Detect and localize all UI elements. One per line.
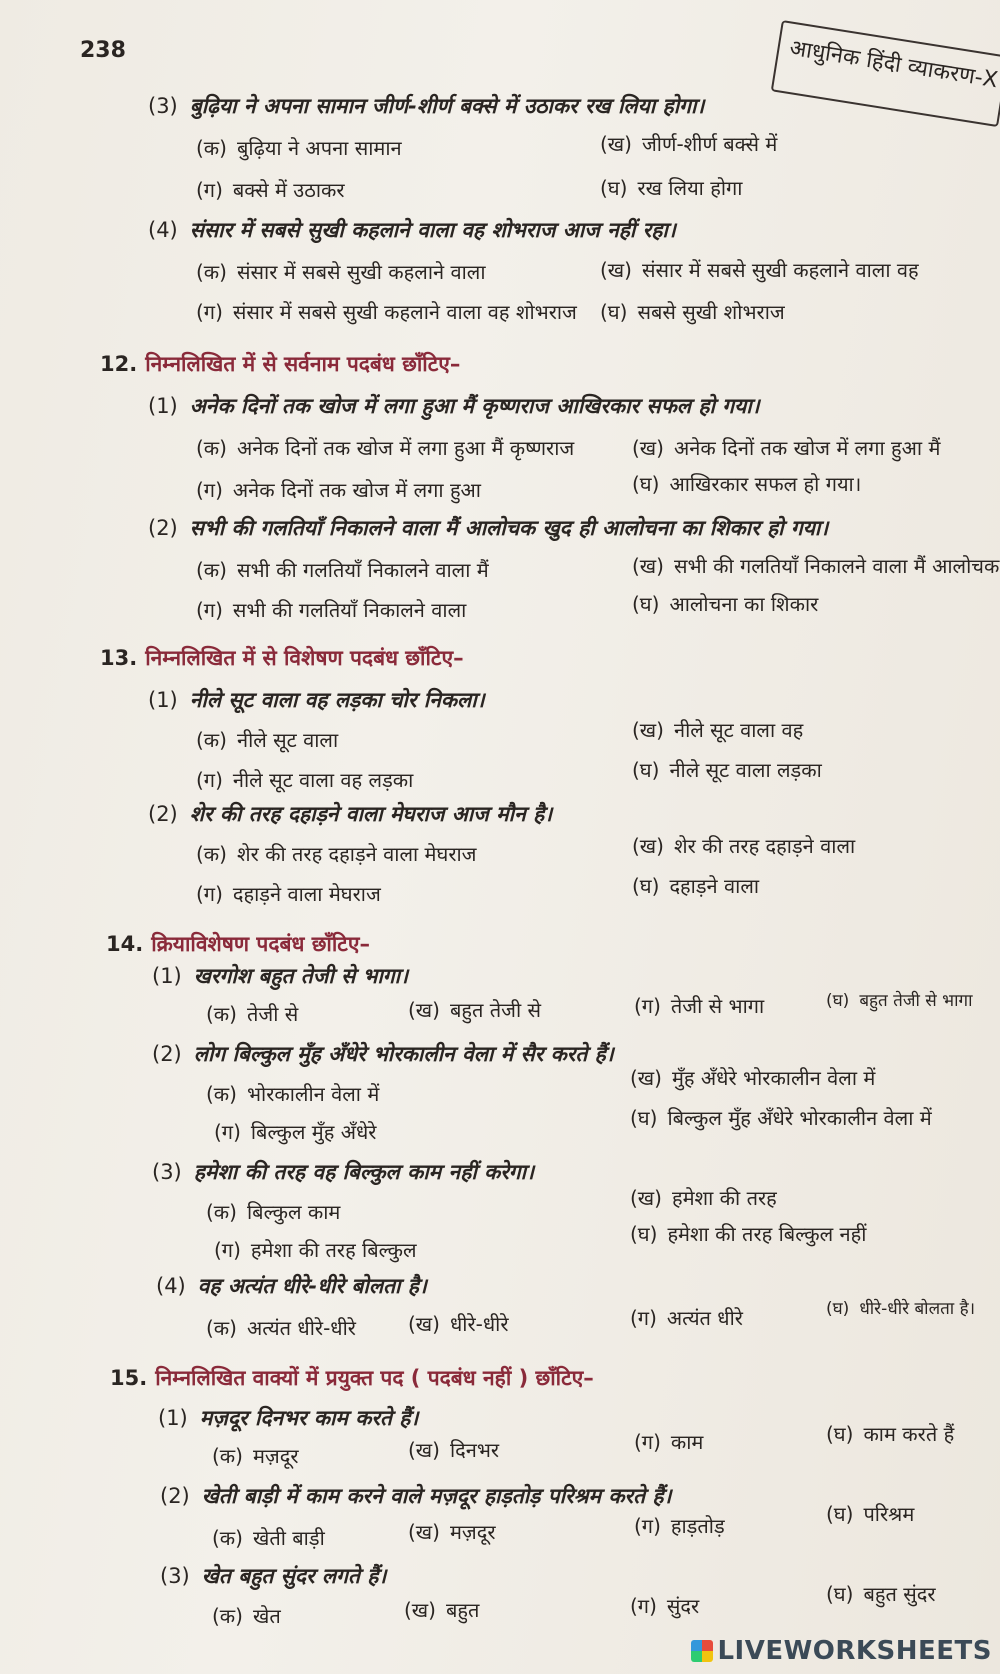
q14-item4-option-ka[interactable]: (क) अत्यंत धीरे-धीरे (206, 1316, 356, 1340)
q12-item1-sentence: (1) अनेक दिनों तक खोज में लगा हुआ मैं कृष्णराज आखिरकार सफल हो गया। (148, 394, 760, 418)
q12-item1-option-gha[interactable]: (घ) आखिरकार सफल हो गया। (632, 472, 862, 496)
q12-item1-option-kha[interactable]: (ख) अनेक दिनों तक खोज में लगा हुआ मैं (632, 436, 941, 460)
q15-item2-option-gha[interactable]: (घ) परिश्रम (826, 1502, 915, 1526)
q12-item2-option-gha[interactable]: (घ) आलोचना का शिकार (632, 592, 819, 616)
q11-item4-option-ka[interactable]: (क) संसार में सबसे सुखी कहलाने वाला (196, 260, 486, 284)
q14-item1-sentence: (1) खरगोश बहुत तेजी से भागा। (152, 964, 409, 988)
q15-item1-option-ga[interactable]: (ग) काम (634, 1430, 704, 1454)
q13-item2-option-ka[interactable]: (क) शेर की तरह दहाड़ने वाला मेघराज (196, 842, 477, 866)
q13-item1-option-ga[interactable]: (ग) नीले सूट वाला वह लड़का (196, 768, 414, 792)
q15-item3-option-ka[interactable]: (क) खेत (212, 1604, 281, 1628)
book-title-header: आधुनिक हिंदी व्याकरण-X (771, 20, 1000, 127)
q12-heading: 12. निम्नलिखित में से सर्वनाम पदबंध छाँटिए– (100, 352, 461, 376)
q15-item1-option-ka[interactable]: (क) मज़दूर (212, 1444, 299, 1468)
q14-item2-option-kha[interactable]: (ख) मुँह अँधेरे भोरकालीन वेला में (630, 1066, 876, 1090)
q11-item4-option-gha[interactable]: (घ) सबसे सुखी शोभराज (600, 300, 785, 324)
q14-item1-option-gha[interactable]: (घ) बहुत तेजी से भागा (826, 991, 973, 1011)
q15-item2-option-ka[interactable]: (क) खेती बाड़ी (212, 1526, 325, 1550)
q13-item2-option-gha[interactable]: (घ) दहाड़ने वाला (632, 874, 760, 898)
liveworksheets-logo[interactable]: LIVEWORKSHEETS (691, 1636, 992, 1666)
q12-item2-sentence: (2) सभी की गलतियाँ निकालने वाला मैं आलोचक खुद ही आलोचना का शिकार हो गया। (148, 516, 829, 540)
q14-item1-option-kha[interactable]: (ख) बहुत तेजी से (408, 998, 542, 1022)
q15-item2-option-ga[interactable]: (ग) हाड़तोड़ (634, 1514, 725, 1538)
q12-item1-option-ka[interactable]: (क) अनेक दिनों तक खोज में लगा हुआ मैं कृष्णराज (196, 436, 575, 460)
q11-item4-sentence: (4) संसार में सबसे सुखी कहलाने वाला वह शोभराज आज नहीं रहा। (148, 218, 676, 242)
q14-item2-sentence: (2) लोग बिल्कुल मुँह अँधेरे भोरकालीन वेला में सैर करते हैं। (152, 1042, 614, 1066)
q14-item2-option-ga[interactable]: (ग) बिल्कुल मुँह अँधेरे (214, 1120, 377, 1144)
q11-item3-sentence: (3) बुढ़िया ने अपना सामान जीर्ण-शीर्ण बक्से में उठाकर रख लिया होगा। (148, 94, 705, 118)
q15-item3-option-kha[interactable]: (ख) बहुत (404, 1598, 480, 1622)
q15-item1-option-gha[interactable]: (घ) काम करते हैं (826, 1422, 955, 1446)
q13-item1-sentence: (1) नीले सूट वाला वह लड़का चोर निकला। (148, 688, 485, 712)
q14-item3-option-ka[interactable]: (क) बिल्कुल काम (206, 1200, 341, 1224)
q11-item4-option-kha[interactable]: (ख) संसार में सबसे सुखी कहलाने वाला वह (600, 258, 919, 282)
q11-item3-option-kha[interactable]: (ख) जीर्ण-शीर्ण बक्से में (600, 132, 778, 156)
q14-heading: 14. क्रियाविशेषण पदबंध छाँटिए– (106, 932, 371, 956)
q15-item2-option-kha[interactable]: (ख) मज़दूर (408, 1520, 496, 1544)
q14-item1-option-ga[interactable]: (ग) तेजी से भागा (634, 994, 765, 1018)
page-number: 238 (80, 38, 126, 63)
q14-item3-option-ga[interactable]: (ग) हमेशा की तरह बिल्कुल (214, 1238, 417, 1262)
q14-item4-option-ga[interactable]: (ग) अत्यंत धीरे (630, 1306, 743, 1330)
q14-item2-option-ka[interactable]: (क) भोरकालीन वेला में (206, 1082, 380, 1106)
q15-item3-option-ga[interactable]: (ग) सुंदर (630, 1594, 700, 1618)
q15-item1-sentence: (1) मज़दूर दिनभर काम करते हैं। (158, 1406, 419, 1430)
q13-heading: 13. निम्नलिखित में से विशेषण पदबंध छाँटिए– (100, 646, 464, 670)
q12-item2-option-kha[interactable]: (ख) सभी की गलतियाँ निकालने वाला मैं आलोचक (632, 554, 1000, 578)
q11-item3-option-gha[interactable]: (घ) रख लिया होगा (600, 176, 743, 200)
q11-item4-option-ga[interactable]: (ग) संसार में सबसे सुखी कहलाने वाला वह शोभराज (196, 300, 577, 324)
q11-item3-option-ga[interactable]: (ग) बक्से में उठाकर (196, 178, 345, 202)
q13-item1-option-ka[interactable]: (क) नीले सूट वाला (196, 728, 339, 752)
q14-item3-option-kha[interactable]: (ख) हमेशा की तरह (630, 1186, 777, 1210)
q12-item2-option-ga[interactable]: (ग) सभी की गलतियाँ निकालने वाला (196, 598, 467, 622)
q13-item1-option-kha[interactable]: (ख) नीले सूट वाला वह (632, 718, 804, 742)
q14-item2-option-gha[interactable]: (घ) बिल्कुल मुँह अँधेरे भोरकालीन वेला में (630, 1106, 932, 1130)
q11-item3-option-ka[interactable]: (क) बुढ़िया ने अपना सामान (196, 136, 402, 160)
q14-item4-sentence: (4) वह अत्यंत धीरे-धीरे बोलता है। (156, 1274, 427, 1298)
q15-item2-sentence: (2) खेती बाड़ी में काम करने वाले मज़दूर हाड़तोड़ परिश्रम करते हैं। (160, 1484, 672, 1508)
q15-item3-sentence: (3) खेत बहुत सुंदर लगते हैं। (160, 1564, 387, 1588)
q15-item3-option-gha[interactable]: (घ) बहुत सुंदर (826, 1582, 936, 1606)
q13-item2-option-ga[interactable]: (ग) दहाड़ने वाला मेघराज (196, 882, 381, 906)
q13-item2-sentence: (2) शेर की तरह दहाड़ने वाला मेघराज आज मौन है। (148, 802, 553, 826)
q12-item1-option-ga[interactable]: (ग) अनेक दिनों तक खोज में लगा हुआ (196, 478, 481, 502)
q14-item3-option-gha[interactable]: (घ) हमेशा की तरह बिल्कुल नहीं (630, 1222, 867, 1246)
liveworksheets-logo-icon (691, 1640, 713, 1662)
q14-item4-option-kha[interactable]: (ख) धीरे-धीरे (408, 1312, 509, 1336)
q14-item4-option-gha[interactable]: (घ) धीरे-धीरे बोलता है। (826, 1299, 976, 1319)
q15-heading: 15. निम्नलिखित वाक्यों में प्रयुक्त पद ( पदबंध नहीं ) छाँटिए– (110, 1366, 594, 1390)
q12-item2-option-ka[interactable]: (क) सभी की गलतियाँ निकालने वाला मैं (196, 558, 489, 582)
q13-item1-option-gha[interactable]: (घ) नीले सूट वाला लड़का (632, 758, 822, 782)
q14-item1-option-ka[interactable]: (क) तेजी से (206, 1002, 299, 1026)
q14-item3-sentence: (3) हमेशा की तरह वह बिल्कुल काम नहीं करेगा। (152, 1160, 535, 1184)
q13-item2-option-kha[interactable]: (ख) शेर की तरह दहाड़ने वाला (632, 834, 856, 858)
q15-item1-option-kha[interactable]: (ख) दिनभर (408, 1438, 500, 1462)
